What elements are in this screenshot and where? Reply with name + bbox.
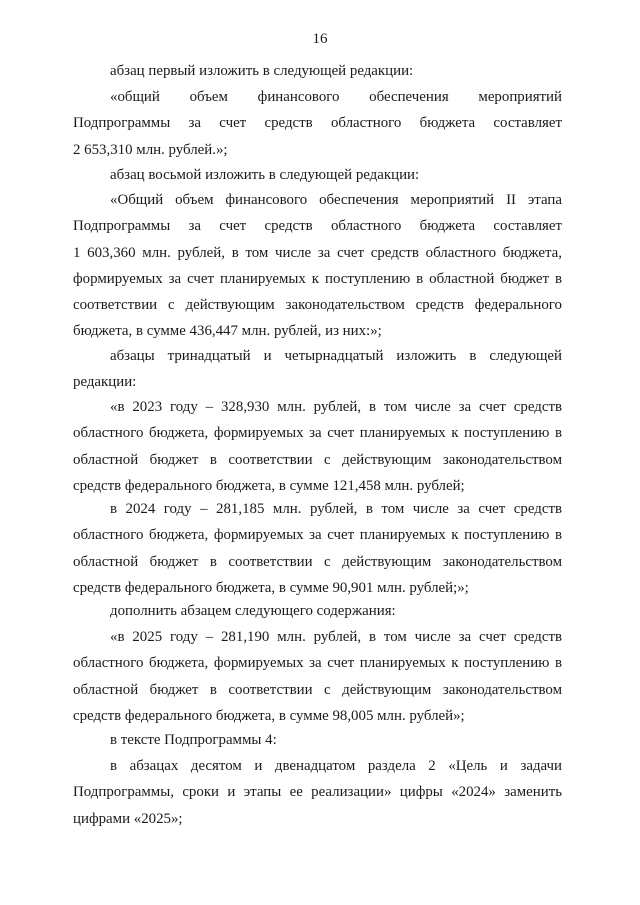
- text-line: Подпрограммы, сроки и этапы ее реализации» цифры «2024» заменить: [73, 784, 562, 801]
- paragraph-stage-two-funding: [73, 187, 562, 345]
- text-line: областной бюджет в соответствии с действующим законодательством: [73, 553, 562, 570]
- text-line: областного бюджета, формируемых за счет планируемых к поступлению в: [73, 425, 562, 442]
- text-line: «в 2025 году – 281,190 млн. рублей, в том числе за счет средств: [110, 629, 562, 645]
- paragraph-year-2025: [73, 624, 562, 729]
- text-line: соответствии с действующим законодательством средств федерального: [73, 297, 562, 314]
- text-line: 1 603,360 млн. рублей, в том числе за счет средств областного бюджета,: [73, 244, 562, 261]
- text-line: областной бюджет в соответствии с действующим законодательством: [73, 451, 562, 468]
- page-number: 16: [312, 31, 328, 47]
- text-line: формируемых за счет планируемых к поступлению в областной бюджет в: [73, 270, 562, 287]
- paragraph-intro-thirteenth: [73, 343, 562, 396]
- text-line: областной бюджет в соответствии с действующим законодательством: [73, 681, 562, 698]
- text-line: абзац восьмой изложить в следующей редакции:: [110, 167, 420, 183]
- text-line: в абзацах десятом и двенадцатом раздела 2 «Цель и задачи: [110, 758, 562, 774]
- paragraph-intro-eighth: [73, 162, 562, 188]
- text-line: Подпрограммы за счет средств областного бюджета составляет: [73, 115, 562, 132]
- text-line: абзац первый изложить в следующей редакции:: [110, 63, 414, 79]
- text-line: в 2024 году – 281,185 млн. рублей, в том числе за счет средств: [110, 501, 562, 517]
- text-line: средств федерального бюджета, в сумме 98,005 млн. рублей»;: [73, 707, 465, 724]
- text-line: областного бюджета, формируемых за счет планируемых к поступлению в: [73, 655, 562, 672]
- paragraph-total-funding: [73, 84, 562, 163]
- text-line: 2 653,310 млн. рублей.»;: [73, 141, 228, 158]
- text-line: «Общий объем финансового обеспечения мероприятий II этапа: [110, 192, 562, 208]
- paragraph-year-2023: [73, 394, 562, 499]
- paragraph-intro-add: [73, 598, 562, 624]
- text-line: дополнить абзацем следующего содержания:: [110, 603, 396, 619]
- paragraph-subprogram-4: [73, 727, 562, 753]
- text-line: Подпрограммы за счет средств областного бюджета составляет: [73, 218, 562, 235]
- text-line: бюджета, в сумме 436,447 млн. рублей, из них:»;: [73, 323, 382, 340]
- text-line: средств федерального бюджета, в сумме 90,901 млн. рублей;»;: [73, 579, 469, 596]
- text-line: областного бюджета, формируемых за счет планируемых к поступлению в: [73, 527, 562, 544]
- paragraph-replace-years: [73, 753, 562, 832]
- text-line: «в 2023 году – 328,930 млн. рублей, в том числе за счет средств: [110, 399, 562, 415]
- text-line: редакции:: [73, 374, 137, 391]
- text-line: цифрами «2025»;: [73, 810, 183, 827]
- text-line: «общий объем финансового обеспечения мероприятий: [110, 89, 562, 105]
- paragraph-intro-first: [73, 58, 562, 84]
- text-line: в тексте Подпрограммы 4:: [110, 732, 277, 748]
- text-line: средств федерального бюджета, в сумме 121,458 млн. рублей;: [73, 477, 465, 494]
- text-line: абзацы тринадцатый и четырнадцатый изложить в следующей: [110, 348, 562, 364]
- paragraph-year-2024: [73, 496, 562, 601]
